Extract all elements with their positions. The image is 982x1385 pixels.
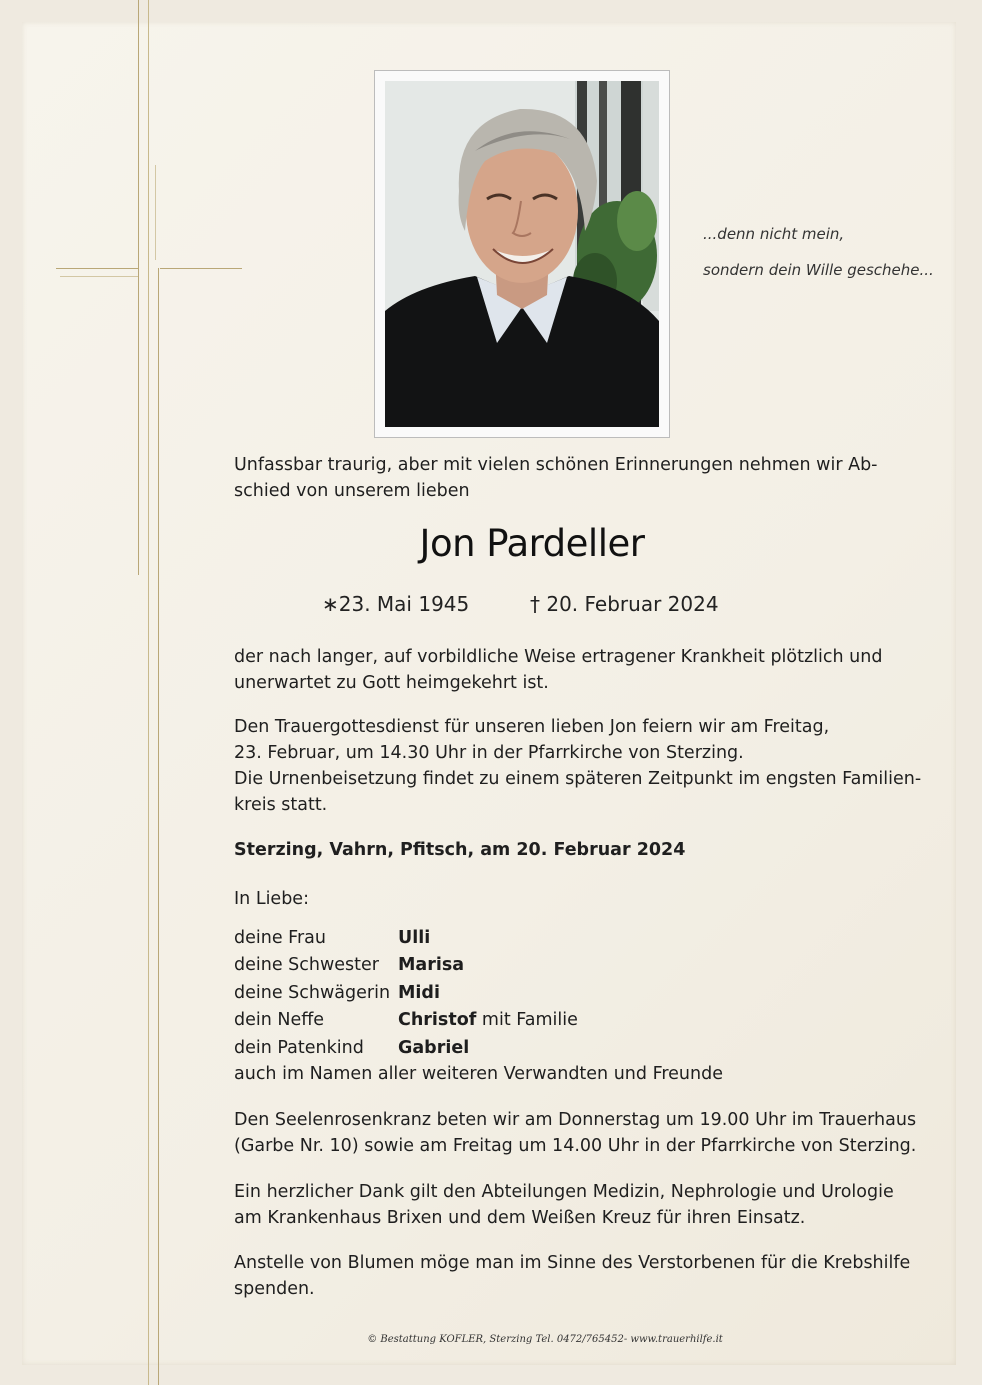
relation: dein Patenkind	[234, 1037, 364, 1058]
relative-name: Ulli	[398, 927, 431, 948]
list-item	[234, 952, 578, 980]
footer-imprint: © Bestattung KOFLER, Sterzing Tel. 0472/765452- www.trauerhilfe.it	[367, 1334, 723, 1345]
family-list	[234, 924, 578, 1062]
relative-name: Gabriel	[398, 1037, 470, 1058]
decorative-line	[60, 276, 138, 277]
list-item	[234, 1034, 578, 1062]
relation: deine Schwägerin	[234, 982, 391, 1003]
paragraph-donation	[234, 1250, 910, 1302]
decorative-line	[148, 0, 149, 1385]
birth-date: ∗23. Mai 1945	[322, 592, 470, 616]
text-line: Die Urnenbeisetzung findet zu einem späteren Zeitpunkt im engsten Familien-	[234, 769, 922, 789]
cross-arm-right	[160, 268, 242, 269]
list-item	[234, 924, 578, 952]
place-date: Sterzing, Vahrn, Pfitsch, am 20. Februar 2024	[234, 840, 686, 860]
text-line: Unfassbar traurig, aber mit vielen schönen Erinnerungen nehmen wir Ab-	[234, 455, 878, 475]
scripture-quote	[703, 216, 934, 288]
text-line: Ein herzlicher Dank gilt den Abteilungen Medizin, Nephrologie und Urologie	[234, 1182, 894, 1202]
text-line: kreis statt.	[234, 795, 328, 815]
family-closing: auch im Namen aller weiteren Verwandten und Freunde	[234, 1064, 723, 1084]
relation: dein Neffe	[234, 1010, 325, 1031]
portrait-frame	[374, 70, 670, 438]
decorative-line	[158, 268, 159, 1385]
text-line: der nach langer, auf vorbildliche Weise ertragener Krankheit plötzlich und	[234, 647, 883, 667]
paragraph-funeral	[234, 714, 921, 818]
paragraph-rosary	[234, 1107, 916, 1159]
paragraph-thanks	[234, 1179, 894, 1231]
list-item	[234, 979, 578, 1007]
text-line: spenden.	[234, 1279, 315, 1299]
cross-arm-left	[56, 268, 138, 269]
relative-name: Midi	[398, 982, 440, 1003]
cross-icon	[155, 165, 156, 260]
list-item	[234, 1007, 578, 1035]
decorative-line	[138, 0, 139, 575]
death-date: † 20. Februar 2024	[530, 592, 719, 616]
relation: deine Frau	[234, 927, 326, 948]
text-line: am Krankenhaus Brixen und dem Weißen Kreuz für ihren Einsatz.	[234, 1208, 806, 1228]
text-line: unerwartet zu Gott heimgekehrt ist.	[234, 673, 549, 693]
relative-name: Christof	[398, 1010, 477, 1031]
deceased-name: Jon Pardeller	[419, 522, 645, 565]
intro-text	[234, 452, 878, 504]
text-line: Den Seelenrosenkranz beten wir am Donnerstag um 19.00 Uhr im Trauerhaus	[234, 1110, 917, 1130]
paragraph-death	[234, 644, 882, 696]
relative-suffix: mit Familie	[476, 1010, 578, 1031]
text-line: Den Trauergottesdienst für unseren lieben Jon feiern wir am Freitag,	[234, 717, 830, 737]
relative-name: Marisa	[398, 955, 465, 976]
text-line: Anstelle von Blumen möge man im Sinne des Verstorbenen für die Krebshilfe	[234, 1253, 911, 1273]
quote-line: ...denn nicht mein,	[703, 225, 845, 243]
text-line: 23. Februar, um 14.30 Uhr in der Pfarrkirche von Sterzing.	[234, 743, 744, 763]
quote-line: sondern dein Wille geschehe...	[703, 261, 934, 279]
text-line: (Garbe Nr. 10) sowie am Freitag um 14.00 Uhr in der Pfarrkirche von Sterzing.	[234, 1136, 917, 1156]
text-line: schied von unserem lieben	[234, 481, 470, 501]
portrait-photo	[385, 81, 659, 427]
in-love-label: In Liebe:	[234, 889, 309, 909]
relation: deine Schwester	[234, 955, 379, 976]
